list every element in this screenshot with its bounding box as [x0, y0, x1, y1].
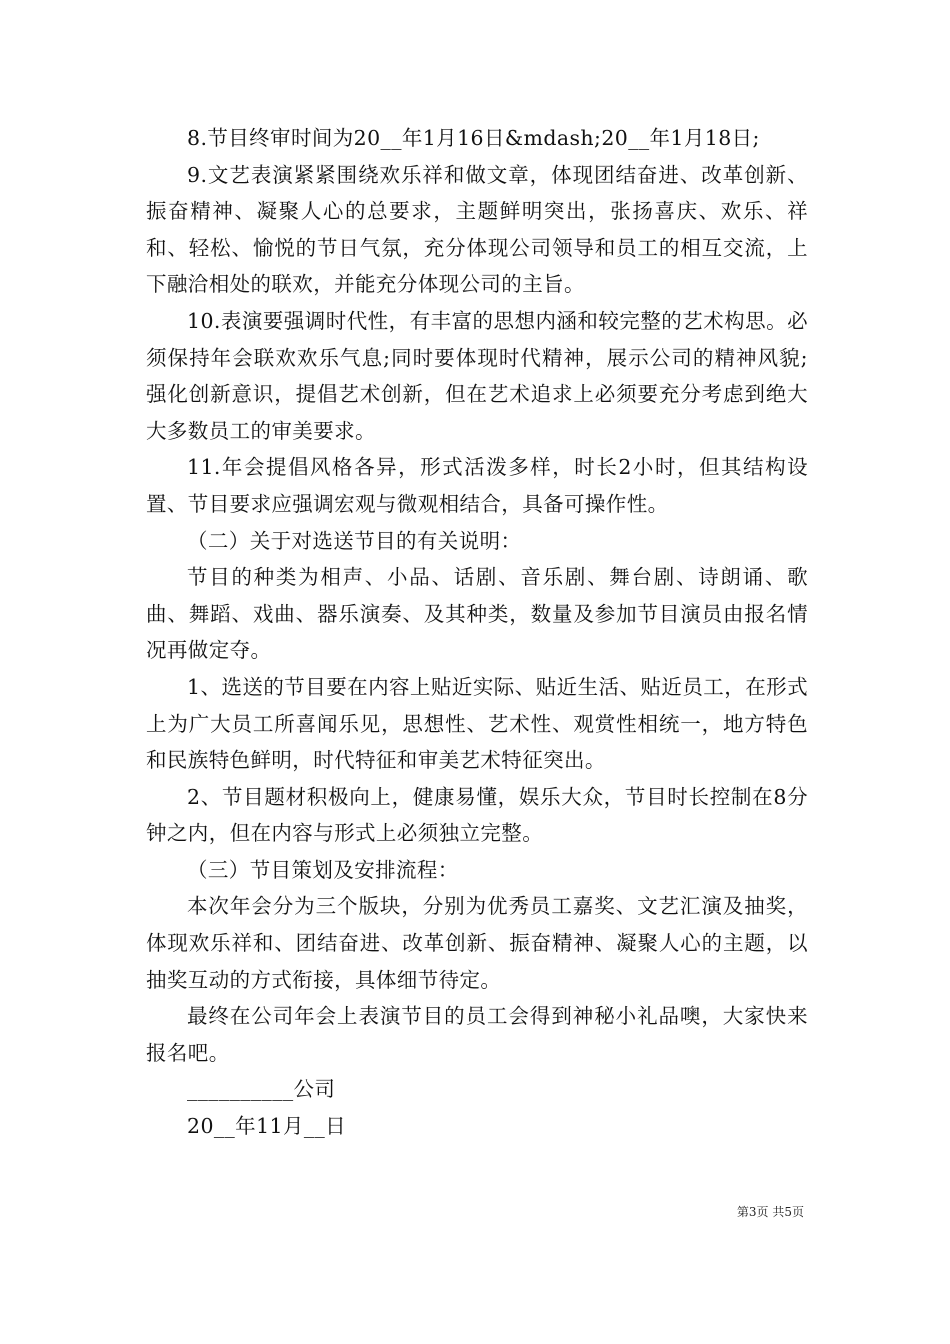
- paragraph-call-to-action: 最终在公司年会上表演节目的员工会得到神秘小礼品噢，大家快来报名吧。: [146, 1004, 808, 1065]
- document-body: [146, 120, 808, 1145]
- paragraph-rule-2: 2、节目题材积极向上，健康易懂，娱乐大众，节目时长控制在8分钟之内，但在内容与形式上必须独立完整。: [146, 784, 808, 846]
- paragraph-item-8: 8.节目终审时间为20__年1月16日&mdash;20__年1月18日;: [187, 126, 760, 150]
- paragraph-item-11: 11.年会提倡风格各异，形式活泼多样，时长2小时，但其结构设置、节目要求应强调宏观与微观相结合，具备可操作性。: [146, 455, 808, 516]
- paragraph-item-10: 10.表演要强调时代性，有丰富的思想内涵和较完整的艺术构思。必须保持年会联欢欢乐气息;同时要体现时代精神，展示公司的精神风貌;强化创新意识，提倡艺术创新，但在艺术追求上必须要充分考虑到绝大大多数员工的审美要求。: [146, 308, 808, 443]
- section-heading-three: （三）节目策划及安排流程：: [187, 857, 459, 882]
- page-number: 第3页 共5页: [736, 1205, 804, 1219]
- signature-company: __________公司: [187, 1077, 336, 1102]
- signature-date: 20__年11月__日: [187, 1114, 347, 1139]
- paragraph-event-structure: 本次年会分为三个版块，分别为优秀员工嘉奖、文艺汇演及抽奖，体现欢乐祥和、团结奋进、改革创新、振奋精神、凝聚人心的主题，以抽奖互动的方式衔接，具体细节待定。: [146, 894, 808, 992]
- paragraph-program-types: 节目的种类为相声、小品、话剧、音乐剧、舞台剧、诗朗诵、歌曲、舞蹈、戏曲、器乐演奏、及其种类，数量及参加节目演员由报名情况再做定夺。: [146, 565, 808, 663]
- paragraph-rule-1: 1、选送的节目要在内容上贴近实际、贴近生活、贴近员工，在形式上为广大员工所喜闻乐见，思想性、艺术性、观赏性相统一，地方特色和民族特色鲜明，时代特征和审美艺术特征突出。: [146, 674, 808, 773]
- paragraph-item-9: 9.文艺表演紧紧围绕欢乐祥和做文章，体现团结奋进、改革创新、振奋精神、凝聚人心的总要求，主题鲜明突出，张扬喜庆、欢乐、祥和、轻松、愉悦的节日气氛，充分体现公司领导和员工的相互交流，上下融洽相处的联欢，并能充分体现公司的主旨。: [146, 162, 808, 297]
- section-heading-two: （二）关于对选送节目的有关说明：: [187, 528, 522, 553]
